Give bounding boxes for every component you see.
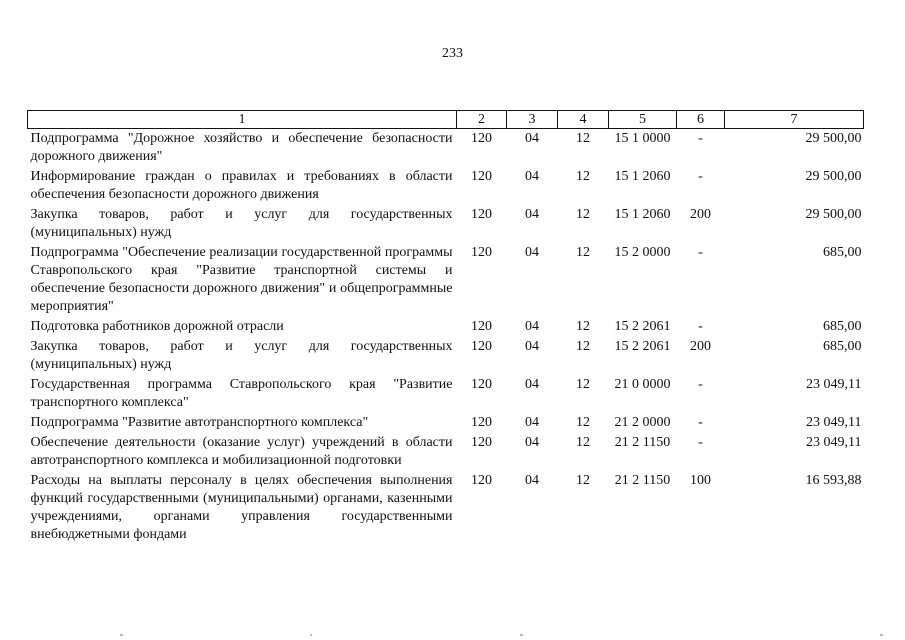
row-name-cell: Информирование граждан о правилах и требованиях в области обеспечения безопасности дорожного движения (30, 169, 453, 202)
chapter-code-cell: 120 (471, 169, 492, 184)
row-name-cell: Закупка товаров, работ и услуг для государственных (муниципальных) нужд (30, 339, 453, 372)
chapter-code-cell: 120 (471, 415, 492, 430)
column-header-4: 4 (558, 111, 609, 129)
subsection-code-cell: 12 (576, 131, 590, 146)
subsection-code-cell: 12 (576, 415, 590, 430)
target-article-cell: 15 1 2060 (614, 169, 671, 184)
chapter-code-cell: 120 (471, 207, 492, 222)
row-name-cell: Подпрограмма "Дорожное хозяйство и обеспечение безопасности дорожного движения" (30, 131, 453, 164)
chapter-code-cell: 120 (471, 131, 492, 146)
subsection-code-cell: 12 (576, 435, 590, 450)
column-header-3: 3 (507, 111, 558, 129)
row-name-cell: Обеспечение деятельности (оказание услуг) учреждений в области автотранспортного комплекса и мобилизационной подготовки (30, 435, 453, 468)
budget-table (27, 110, 864, 545)
table-row (28, 317, 864, 337)
row-name-cell: Расходы на выплаты персоналу в целях обеспечения выполнения функций государственными (муниципальными) органами, казенными учреждениями, органами управления государственными внебюджетными фондами (30, 473, 453, 542)
subsection-code-cell: 12 (576, 245, 590, 260)
subsection-code-cell: 12 (576, 169, 590, 184)
row-name-cell: Подпрограмма "Развитие автотранспортного комплекса" (30, 415, 369, 430)
row-name-cell: Подготовка работников дорожной отрасли (30, 319, 284, 334)
table-row (28, 413, 864, 433)
section-code-cell: 04 (525, 339, 539, 354)
target-article-cell: 15 2 2061 (614, 319, 671, 334)
section-code-cell: 04 (525, 473, 539, 488)
scan-speck (880, 634, 883, 636)
subsection-code-cell: 12 (576, 473, 590, 488)
expense-type-cell: - (698, 377, 703, 392)
subsection-code-cell: 12 (576, 319, 590, 334)
column-header-1: 1 (28, 111, 457, 129)
chapter-code-cell: 120 (471, 435, 492, 450)
target-article-cell: 21 2 0000 (614, 415, 671, 430)
scan-speck (310, 634, 312, 636)
target-article-cell: 15 1 2060 (614, 207, 671, 222)
target-article-cell: 21 2 1150 (614, 435, 671, 450)
row-name-cell: Закупка товаров, работ и услуг для государственных (муниципальных) нужд (30, 207, 453, 240)
table-row (28, 129, 864, 168)
target-article-cell: 15 2 0000 (614, 245, 671, 260)
target-article-cell: 21 2 1150 (614, 473, 671, 488)
target-article-cell: 15 2 2061 (614, 339, 671, 354)
chapter-code-cell: 120 (471, 319, 492, 334)
section-code-cell: 04 (525, 169, 539, 184)
table-row (28, 167, 864, 205)
subsection-code-cell: 12 (576, 377, 590, 392)
amount-cell: 16 593,88 (805, 473, 862, 488)
section-code-cell: 04 (525, 131, 539, 146)
chapter-code-cell: 120 (471, 377, 492, 392)
amount-cell: 23 049,11 (806, 435, 862, 450)
amount-cell: 685,00 (823, 339, 862, 354)
expense-type-cell: - (698, 319, 703, 334)
amount-cell: 23 049,11 (806, 377, 862, 392)
header-row (28, 111, 864, 129)
expense-type-cell: 100 (690, 473, 711, 488)
expense-type-cell: - (698, 435, 703, 450)
scan-speck (120, 634, 123, 636)
column-header-7: 7 (725, 111, 864, 129)
expense-type-cell: - (698, 131, 703, 146)
table-row (28, 205, 864, 243)
section-code-cell: 04 (525, 319, 539, 334)
subsection-code-cell: 12 (576, 339, 590, 354)
target-article-cell: 21 0 0000 (614, 377, 671, 392)
target-article-cell: 15 1 0000 (614, 131, 671, 146)
amount-cell: 29 500,00 (805, 169, 862, 184)
amount-cell: 685,00 (823, 245, 862, 260)
table-row (28, 243, 864, 317)
expense-type-cell: 200 (690, 207, 711, 222)
page-number: 233 (442, 46, 463, 61)
amount-cell: 29 500,00 (805, 207, 862, 222)
column-header-5: 5 (609, 111, 677, 129)
chapter-code-cell: 120 (471, 339, 492, 354)
expense-type-cell: - (698, 169, 703, 184)
chapter-code-cell: 120 (471, 473, 492, 488)
column-header-2: 2 (457, 111, 507, 129)
expense-type-cell: - (698, 245, 703, 260)
table-row (28, 433, 864, 471)
table-row (28, 375, 864, 413)
section-code-cell: 04 (525, 245, 539, 260)
expense-type-cell: - (698, 415, 703, 430)
chapter-code-cell: 120 (471, 245, 492, 260)
scan-speck (520, 634, 523, 636)
amount-cell: 29 500,00 (805, 131, 862, 146)
table-row (28, 337, 864, 375)
section-code-cell: 04 (525, 435, 539, 450)
table-row (28, 471, 864, 545)
subsection-code-cell: 12 (576, 207, 590, 222)
section-code-cell: 04 (525, 377, 539, 392)
amount-cell: 23 049,11 (806, 415, 862, 430)
section-code-cell: 04 (525, 207, 539, 222)
expense-type-cell: 200 (690, 339, 711, 354)
row-name-cell: Подпрограмма "Обеспечение реализации государственной программы Ставропольского края "Развитие транспортной системы и обеспечение безопасности дорожного движения" и общепрограммные мероприятия" (30, 245, 453, 314)
column-header-6: 6 (677, 111, 725, 129)
amount-cell: 685,00 (823, 319, 862, 334)
row-name-cell: Государственная программа Ставропольского края "Развитие транспортного комплекса" (30, 377, 453, 410)
section-code-cell: 04 (525, 415, 539, 430)
